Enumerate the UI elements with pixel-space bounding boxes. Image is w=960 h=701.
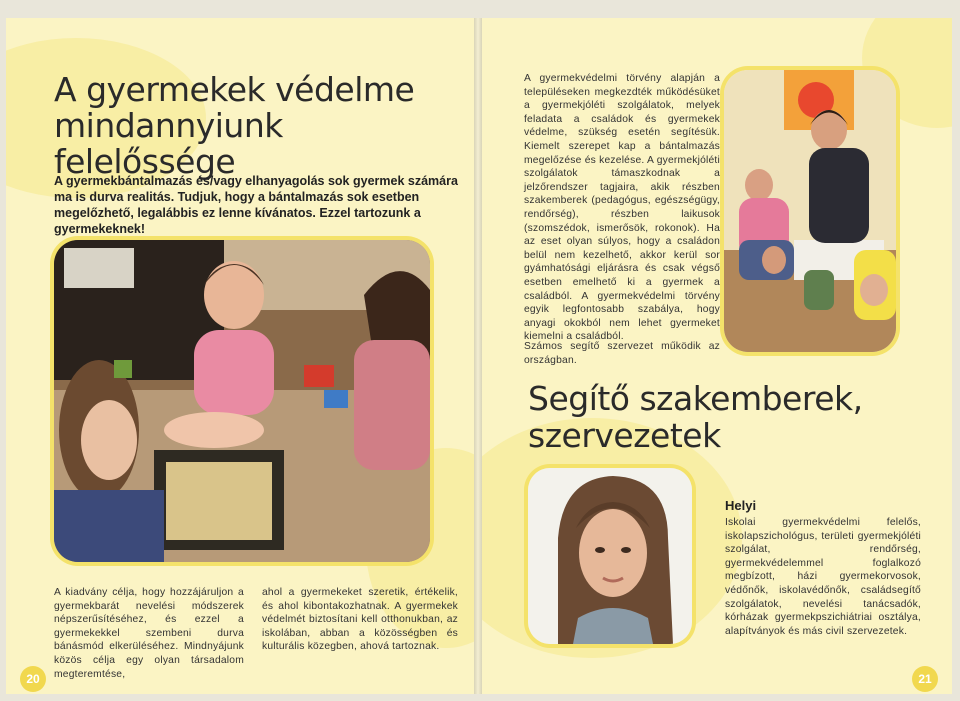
girl-portrait-photo	[528, 468, 692, 644]
sub-text: Számos segítő szervezet működik az országban.	[524, 341, 720, 366]
left-page	[6, 18, 474, 694]
section-title	[528, 380, 938, 454]
classroom-group-photo-icon	[724, 70, 896, 352]
children-playing-photo	[54, 240, 430, 562]
helyi-heading: Helyi	[725, 498, 757, 513]
children-playing-photo-icon	[54, 240, 430, 562]
page-title	[54, 72, 454, 180]
right-column-text: ahol a gyermekeket szeretik, értékelik, és ahol kibontakozhatnak. A gyermekek védelmét biztosítani kell otthonukban, az iskolában, abban a közösségben és kulturális közegben, ahová tartoznak.	[262, 587, 458, 653]
main-text: A gyermekvédelmi törvény alapján a településeken megkezdték működésüket a gyermekjóléti szolgálatok, melyek feladata a családok és gyermekek védelme, szükség esetén segítésük. Kiemelt szerepet kap a bántalmazás megelőzése és kezelése. A gyermekjóléti szolgálatok támaszkodnak a jelzőrendszer tagjaira, akik részben szakemberek (pedagógus, egészségügy, rendőrség), részben laikusok (szomszédok, ismerősök, rokonok). Ha az eset olyan súlyos, hogy a családon belül nem kezelhető, akkor kerül sor gyámhatósági eljárásra és csak végső esetben emelhető ki a gyermek a családból. A gyermekvédelmi törvény egyik legfontosabb szabálya, hogy anyagi okokból nem lehet gyermeket kiemelni a családból.	[524, 73, 720, 343]
helyi-text: Iskolai gyermekvédelmi felelős, iskolapszichológus, területi gyermekjóléti szolgálat, rendőrség, gyermekvédelemmel foglalkozó megbízott, házi gyermekorvosok, védőnők, iskolavédőnők, családsegítő szolgálatok, nevelési tanácsadók, kórházak gyermekpszichiátriai osztálya, alapítványok és más civil szervezetek.	[725, 517, 921, 637]
classroom-group-photo	[724, 70, 896, 352]
title-line-2: mindannyiunk felelőssége	[54, 106, 283, 181]
section-title-line-2: szervezetek	[528, 416, 721, 455]
right-page	[482, 18, 952, 694]
intro-text: A gyermekbántalmazás és/vagy elhanyagolás sok gyermek számára ma is durva realitás. Tudjuk, hogy a bántalmazás sok esetben megelőzhető, legalábbis ez lenne kívánatos. Ezzel tartozunk a gyermekeknek!	[54, 174, 458, 236]
girl-portrait-photo-icon	[528, 468, 692, 644]
page-number: 21	[912, 666, 938, 692]
book-spine	[474, 18, 482, 694]
page-number: 20	[20, 666, 46, 692]
section-title-line-1: Segítő szakemberek,	[528, 379, 863, 418]
title-line-1: A gyermekek védelme	[54, 70, 415, 109]
left-column-text: A kiadvány célja, hogy hozzájáruljon a gyermekbarát nevelési módszerek népszerűsítéséhez, és ezzel a gyermekekkel szembeni durva bánásmód elkerüléséhez. Mindnyájunk közös célja egy olyan társadalom megteremtése,	[54, 587, 244, 680]
